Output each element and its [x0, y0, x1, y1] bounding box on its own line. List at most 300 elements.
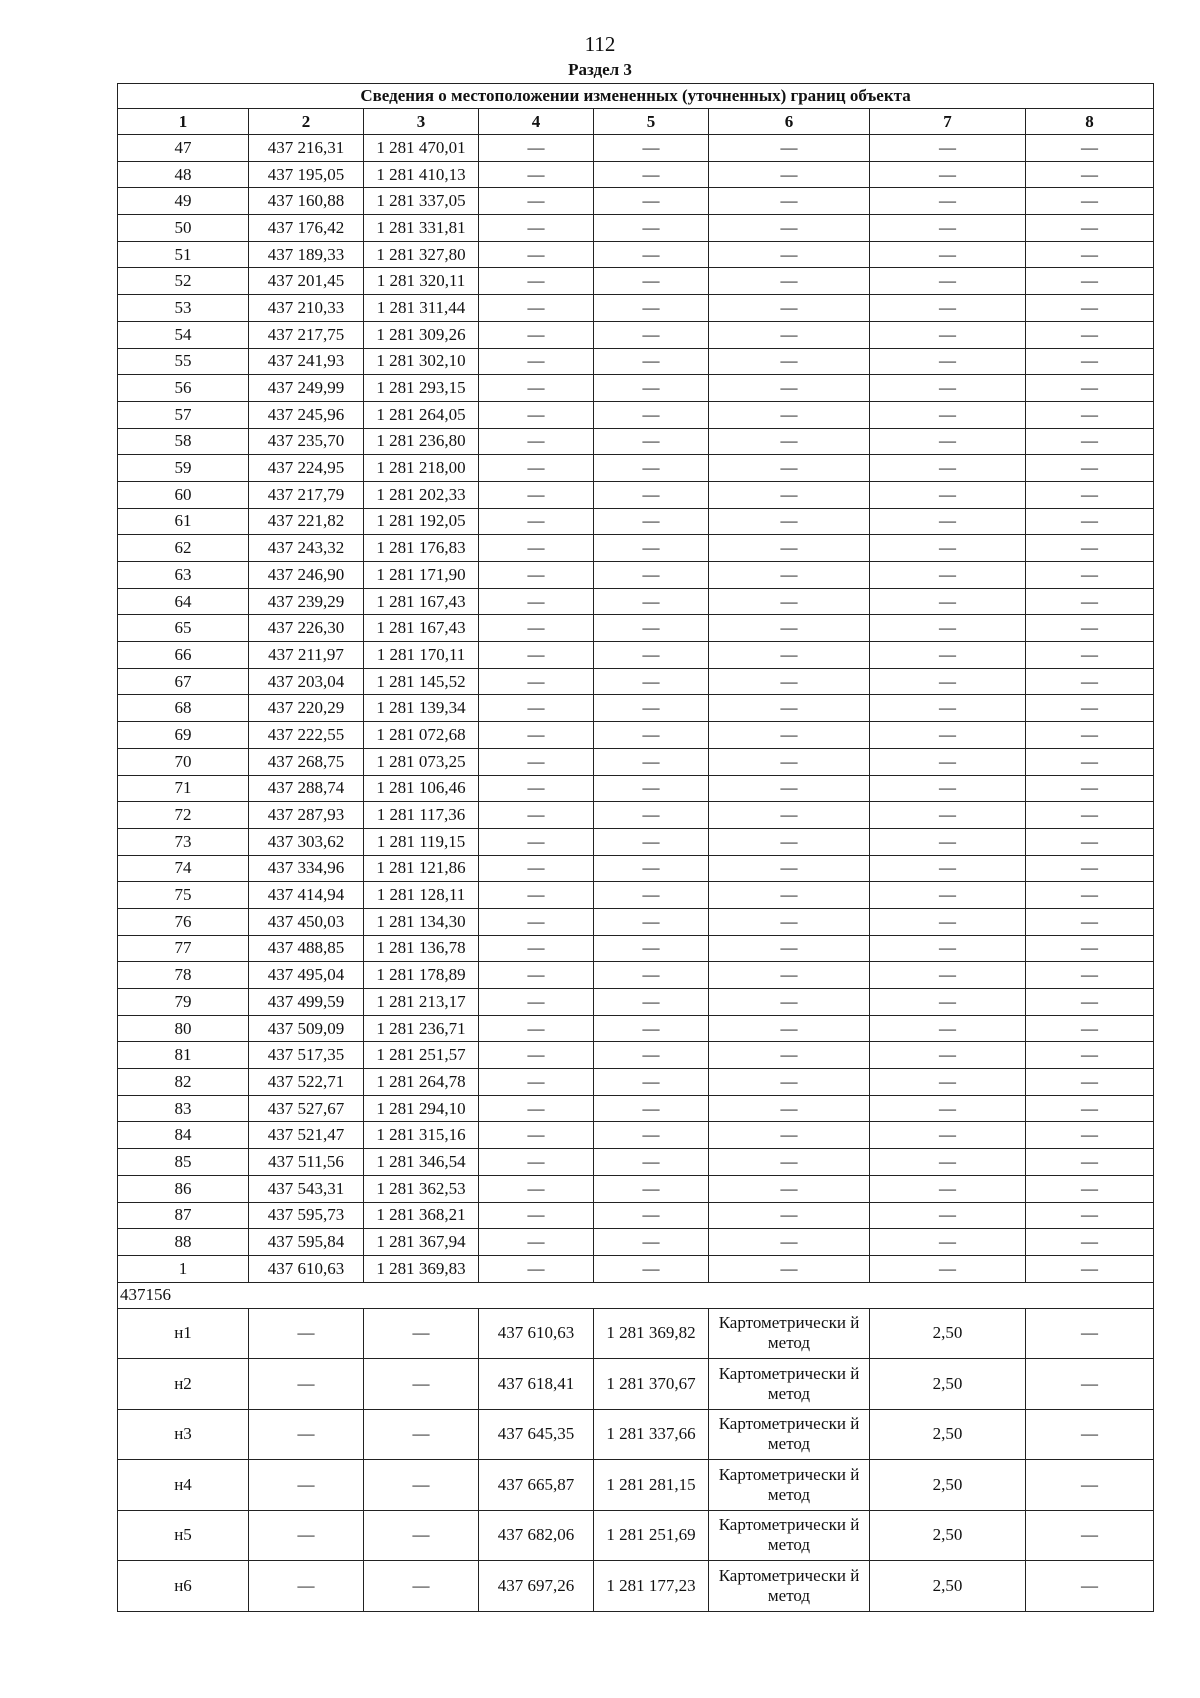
empty-dash: — — [709, 455, 870, 482]
empty-dash: — — [709, 668, 870, 695]
empty-dash: — — [594, 1095, 709, 1122]
table-row — [118, 215, 1154, 242]
empty-dash: — — [709, 321, 870, 348]
empty-dash: — — [709, 1175, 870, 1202]
empty-dash: — — [709, 588, 870, 615]
empty-dash: — — [479, 535, 594, 562]
empty-dash: — — [1026, 855, 1154, 882]
empty-dash: — — [594, 295, 709, 322]
table-row — [118, 1359, 1154, 1410]
boundary-coordinates-table — [117, 83, 1154, 1612]
table-row — [118, 135, 1154, 162]
coordinate-x-existing: 437 210,33 — [249, 295, 364, 322]
empty-dash: — — [479, 1202, 594, 1229]
empty-dash: — — [1026, 1095, 1154, 1122]
empty-dash: — — [870, 668, 1026, 695]
empty-dash: — — [709, 1122, 870, 1149]
column-header: 5 — [594, 109, 709, 135]
empty-dash: — — [364, 1359, 479, 1410]
coordinate-y-existing: 1 281 293,15 — [364, 375, 479, 402]
empty-dash: — — [1026, 615, 1154, 642]
coordinate-x-existing: 437 226,30 — [249, 615, 364, 642]
coordinate-y-existing: 1 281 309,26 — [364, 321, 479, 348]
coordinate-x-existing: 437 220,29 — [249, 695, 364, 722]
empty-dash: — — [479, 802, 594, 829]
empty-dash: — — [709, 908, 870, 935]
coordinate-x-existing: 437 521,47 — [249, 1122, 364, 1149]
empty-dash: — — [479, 428, 594, 455]
empty-dash: — — [870, 882, 1026, 909]
column-header: 4 — [479, 109, 594, 135]
empty-dash: — — [249, 1510, 364, 1561]
coordinate-y-existing: 1 281 251,57 — [364, 1042, 479, 1069]
empty-dash: — — [870, 989, 1026, 1016]
coordinate-y-existing: 1 281 136,78 — [364, 935, 479, 962]
empty-dash: — — [1026, 802, 1154, 829]
empty-dash: — — [479, 268, 594, 295]
empty-dash: — — [479, 775, 594, 802]
empty-dash: — — [870, 1095, 1026, 1122]
empty-dash: — — [870, 828, 1026, 855]
empty-dash: — — [870, 428, 1026, 455]
table-row — [118, 1149, 1154, 1176]
coordinate-x-existing: 437 217,75 — [249, 321, 364, 348]
empty-dash: — — [870, 241, 1026, 268]
point-number: 83 — [118, 1095, 249, 1122]
coordinate-x-existing: 437 499,59 — [249, 989, 364, 1016]
coordinate-y-existing: 1 281 236,71 — [364, 1015, 479, 1042]
empty-dash: — — [594, 241, 709, 268]
point-number: 86 — [118, 1175, 249, 1202]
coordinate-x-existing: 437 211,97 — [249, 642, 364, 669]
empty-dash: — — [709, 268, 870, 295]
empty-dash: — — [594, 481, 709, 508]
coordinate-y-new: 1 281 370,67 — [594, 1359, 709, 1410]
empty-dash: — — [870, 268, 1026, 295]
empty-dash: — — [709, 1095, 870, 1122]
empty-dash: — — [1026, 722, 1154, 749]
coordinate-x-existing: 437 288,74 — [249, 775, 364, 802]
empty-dash: — — [709, 375, 870, 402]
empty-dash: — — [479, 1255, 594, 1282]
empty-dash: — — [594, 1015, 709, 1042]
empty-dash: — — [1026, 481, 1154, 508]
empty-dash: — — [249, 1359, 364, 1410]
table-row — [118, 1460, 1154, 1511]
determination-method: Картометрически й метод — [709, 1510, 870, 1561]
coordinate-x-existing: 437 334,96 — [249, 855, 364, 882]
empty-dash: — — [870, 1069, 1026, 1096]
point-number: 51 — [118, 241, 249, 268]
empty-dash: — — [479, 215, 594, 242]
determination-method: Картометрически й метод — [709, 1561, 870, 1612]
coordinate-y-existing: 1 281 311,44 — [364, 295, 479, 322]
point-number: 56 — [118, 375, 249, 402]
empty-dash: — — [1026, 401, 1154, 428]
determination-method: Картометрически й метод — [709, 1460, 870, 1511]
empty-dash: — — [709, 1149, 870, 1176]
table-row — [118, 428, 1154, 455]
point-number: 63 — [118, 562, 249, 589]
coordinate-y-existing: 1 281 213,17 — [364, 989, 479, 1016]
point-number: 85 — [118, 1149, 249, 1176]
table-row — [118, 775, 1154, 802]
coordinate-x-new: 437 665,87 — [479, 1460, 594, 1511]
coordinate-x-existing: 437 195,05 — [249, 161, 364, 188]
empty-dash: — — [709, 1015, 870, 1042]
coordinate-y-existing: 1 281 294,10 — [364, 1095, 479, 1122]
empty-dash: — — [709, 1069, 870, 1096]
coordinate-x-existing: 437 511,56 — [249, 1149, 364, 1176]
empty-dash: — — [1026, 1510, 1154, 1561]
table-row — [118, 562, 1154, 589]
empty-dash: — — [479, 748, 594, 775]
coordinate-y-existing: 1 281 106,46 — [364, 775, 479, 802]
empty-dash: — — [709, 855, 870, 882]
empty-dash: — — [709, 562, 870, 589]
determination-method: Картометрически й метод — [709, 1308, 870, 1359]
point-number: 60 — [118, 481, 249, 508]
point-number: 50 — [118, 215, 249, 242]
empty-dash: — — [594, 615, 709, 642]
empty-dash: — — [1026, 135, 1154, 162]
coordinate-y-existing: 1 281 470,01 — [364, 135, 479, 162]
empty-dash: — — [479, 989, 594, 1016]
empty-dash: — — [479, 401, 594, 428]
empty-dash: — — [249, 1409, 364, 1460]
coordinate-y-existing: 1 281 167,43 — [364, 615, 479, 642]
empty-dash: — — [709, 508, 870, 535]
coordinate-x-existing: 437 595,84 — [249, 1229, 364, 1256]
coordinate-y-new: 1 281 281,15 — [594, 1460, 709, 1511]
point-number: 70 — [118, 748, 249, 775]
empty-dash: — — [1026, 1359, 1154, 1410]
empty-dash: — — [870, 962, 1026, 989]
column-header: 8 — [1026, 109, 1154, 135]
accuracy-value: 2,50 — [870, 1409, 1026, 1460]
table-row — [118, 695, 1154, 722]
point-number: 67 — [118, 668, 249, 695]
coordinate-y-existing: 1 281 073,25 — [364, 748, 479, 775]
empty-dash: — — [709, 1229, 870, 1256]
coordinate-y-new: 1 281 177,23 — [594, 1561, 709, 1612]
empty-dash: — — [479, 1069, 594, 1096]
table-row — [118, 508, 1154, 535]
empty-dash: — — [1026, 455, 1154, 482]
point-number: 80 — [118, 1015, 249, 1042]
coordinate-x-new: 437 645,35 — [479, 1409, 594, 1460]
table-row — [118, 535, 1154, 562]
empty-dash: — — [594, 562, 709, 589]
column-header: 3 — [364, 109, 479, 135]
coordinate-x-existing: 437 176,42 — [249, 215, 364, 242]
empty-dash: — — [479, 615, 594, 642]
coordinate-y-new: 1 281 337,66 — [594, 1409, 709, 1460]
table-row — [118, 1229, 1154, 1256]
empty-dash: — — [1026, 321, 1154, 348]
empty-dash: — — [594, 455, 709, 482]
coordinate-x-existing: 437 239,29 — [249, 588, 364, 615]
coordinate-y-existing: 1 281 320,11 — [364, 268, 479, 295]
page-number: 112 — [584, 32, 616, 56]
empty-dash: — — [479, 722, 594, 749]
empty-dash: — — [594, 135, 709, 162]
empty-dash: — — [1026, 1042, 1154, 1069]
empty-dash: — — [1026, 215, 1154, 242]
empty-dash: — — [709, 188, 870, 215]
empty-dash: — — [709, 1255, 870, 1282]
empty-dash: — — [1026, 375, 1154, 402]
empty-dash: — — [709, 535, 870, 562]
coordinate-y-existing: 1 281 192,05 — [364, 508, 479, 535]
empty-dash: — — [870, 562, 1026, 589]
empty-dash: — — [1026, 1069, 1154, 1096]
coordinate-y-existing: 1 281 145,52 — [364, 668, 479, 695]
point-number: 79 — [118, 989, 249, 1016]
coordinate-y-existing: 1 281 367,94 — [364, 1229, 479, 1256]
point-number: 77 — [118, 935, 249, 962]
table-row — [118, 989, 1154, 1016]
coordinate-y-existing: 1 281 264,05 — [364, 401, 479, 428]
accuracy-value: 2,50 — [870, 1460, 1026, 1511]
coordinate-x-existing: 437 245,96 — [249, 401, 364, 428]
empty-dash: — — [870, 775, 1026, 802]
accuracy-value: 2,50 — [870, 1561, 1026, 1612]
coordinate-y-existing: 1 281 171,90 — [364, 562, 479, 589]
table-row — [118, 348, 1154, 375]
empty-dash: — — [1026, 935, 1154, 962]
empty-dash: — — [870, 1015, 1026, 1042]
empty-dash: — — [870, 855, 1026, 882]
table-row — [118, 828, 1154, 855]
empty-dash: — — [709, 295, 870, 322]
point-number: 61 — [118, 508, 249, 535]
coordinate-y-new: 1 281 369,82 — [594, 1308, 709, 1359]
determination-method: Картометрически й метод — [709, 1359, 870, 1410]
empty-dash: — — [1026, 642, 1154, 669]
table-row — [118, 1202, 1154, 1229]
empty-dash: — — [709, 935, 870, 962]
empty-dash: — — [709, 241, 870, 268]
empty-dash: — — [870, 508, 1026, 535]
empty-dash: — — [249, 1460, 364, 1511]
separator-row — [118, 1282, 1154, 1308]
empty-dash: — — [870, 935, 1026, 962]
empty-dash: — — [870, 188, 1026, 215]
section-title: Раздел 3 — [568, 60, 632, 79]
empty-dash: — — [870, 722, 1026, 749]
empty-dash: — — [479, 455, 594, 482]
coordinate-x-new: 437 618,41 — [479, 1359, 594, 1410]
point-number: 49 — [118, 188, 249, 215]
coordinate-y-existing: 1 281 218,00 — [364, 455, 479, 482]
empty-dash: — — [479, 668, 594, 695]
table-row — [118, 1561, 1154, 1612]
empty-dash: — — [1026, 1175, 1154, 1202]
empty-dash: — — [709, 1042, 870, 1069]
coordinate-x-existing: 437 246,90 — [249, 562, 364, 589]
empty-dash: — — [870, 1175, 1026, 1202]
empty-dash: — — [1026, 695, 1154, 722]
empty-dash: — — [870, 1149, 1026, 1176]
empty-dash: — — [1026, 668, 1154, 695]
coordinate-x-existing: 437 527,67 — [249, 1095, 364, 1122]
table-row — [118, 615, 1154, 642]
empty-dash: — — [1026, 908, 1154, 935]
table-row — [118, 188, 1154, 215]
empty-dash: — — [594, 882, 709, 909]
table-row — [118, 962, 1154, 989]
coordinate-y-existing: 1 281 327,80 — [364, 241, 479, 268]
empty-dash: — — [249, 1308, 364, 1359]
empty-dash: — — [709, 828, 870, 855]
empty-dash: — — [594, 1042, 709, 1069]
empty-dash: — — [709, 802, 870, 829]
empty-dash: — — [479, 588, 594, 615]
point-number: 74 — [118, 855, 249, 882]
empty-dash: — — [709, 989, 870, 1016]
empty-dash: — — [594, 695, 709, 722]
point-number: 76 — [118, 908, 249, 935]
empty-dash: — — [709, 615, 870, 642]
coordinate-x-existing: 437 243,32 — [249, 535, 364, 562]
coordinate-x-existing: 437 203,04 — [249, 668, 364, 695]
separator-label: 437156 — [118, 1282, 1154, 1308]
empty-dash: — — [1026, 989, 1154, 1016]
empty-dash: — — [594, 1202, 709, 1229]
point-number: 64 — [118, 588, 249, 615]
coordinate-x-existing: 437 160,88 — [249, 188, 364, 215]
coordinate-y-existing: 1 281 346,54 — [364, 1149, 479, 1176]
empty-dash: — — [479, 1042, 594, 1069]
point-number: 73 — [118, 828, 249, 855]
empty-dash: — — [1026, 1149, 1154, 1176]
determination-method: Картометрически й метод — [709, 1409, 870, 1460]
empty-dash: — — [1026, 508, 1154, 535]
coordinate-y-existing: 1 281 202,33 — [364, 481, 479, 508]
empty-dash: — — [870, 642, 1026, 669]
coordinate-x-existing: 437 249,99 — [249, 375, 364, 402]
coordinate-y-existing: 1 281 072,68 — [364, 722, 479, 749]
empty-dash: — — [709, 962, 870, 989]
empty-dash: — — [479, 962, 594, 989]
point-number: 69 — [118, 722, 249, 749]
table-caption: Сведения о местоположении измененных (уточненных) границ объекта — [118, 84, 1154, 109]
coordinate-y-existing: 1 281 337,05 — [364, 188, 479, 215]
empty-dash: — — [870, 161, 1026, 188]
table-row — [118, 481, 1154, 508]
coordinate-y-existing: 1 281 264,78 — [364, 1069, 479, 1096]
empty-dash: — — [479, 321, 594, 348]
point-number: 55 — [118, 348, 249, 375]
empty-dash: — — [709, 748, 870, 775]
point-number: 47 — [118, 135, 249, 162]
point-number: 48 — [118, 161, 249, 188]
empty-dash: — — [709, 775, 870, 802]
empty-dash: — — [1026, 882, 1154, 909]
empty-dash: — — [1026, 1122, 1154, 1149]
coordinate-x-existing: 437 287,93 — [249, 802, 364, 829]
empty-dash: — — [1026, 428, 1154, 455]
empty-dash: — — [594, 668, 709, 695]
empty-dash: — — [479, 135, 594, 162]
table-row — [118, 1175, 1154, 1202]
empty-dash: — — [709, 882, 870, 909]
table-row — [118, 882, 1154, 909]
coordinate-x-existing: 437 217,79 — [249, 481, 364, 508]
empty-dash: — — [479, 1122, 594, 1149]
empty-dash: — — [870, 695, 1026, 722]
empty-dash: — — [594, 188, 709, 215]
empty-dash: — — [709, 642, 870, 669]
coordinate-y-existing: 1 281 119,15 — [364, 828, 479, 855]
table-row — [118, 241, 1154, 268]
empty-dash: — — [594, 348, 709, 375]
accuracy-value: 2,50 — [870, 1510, 1026, 1561]
point-number: 66 — [118, 642, 249, 669]
empty-dash: — — [479, 935, 594, 962]
empty-dash: — — [1026, 295, 1154, 322]
coordinate-x-existing: 437 595,73 — [249, 1202, 364, 1229]
empty-dash: — — [709, 481, 870, 508]
empty-dash: — — [479, 348, 594, 375]
coordinate-y-existing: 1 281 178,89 — [364, 962, 479, 989]
empty-dash: — — [364, 1561, 479, 1612]
coordinate-y-existing: 1 281 121,86 — [364, 855, 479, 882]
table-row — [118, 1308, 1154, 1359]
empty-dash: — — [594, 268, 709, 295]
point-number: 1 — [118, 1255, 249, 1282]
empty-dash: — — [479, 562, 594, 589]
empty-dash: — — [594, 508, 709, 535]
coordinate-y-existing: 1 281 134,30 — [364, 908, 479, 935]
table-row — [118, 1510, 1154, 1561]
table-row — [118, 455, 1154, 482]
empty-dash: — — [594, 1069, 709, 1096]
empty-dash: — — [870, 1042, 1026, 1069]
empty-dash: — — [1026, 535, 1154, 562]
empty-dash: — — [870, 135, 1026, 162]
empty-dash: — — [479, 295, 594, 322]
coordinate-x-existing: 437 221,82 — [249, 508, 364, 535]
table-row — [118, 722, 1154, 749]
empty-dash: — — [1026, 748, 1154, 775]
table-row — [118, 1042, 1154, 1069]
empty-dash: — — [594, 428, 709, 455]
empty-dash: — — [1026, 241, 1154, 268]
point-number: 81 — [118, 1042, 249, 1069]
empty-dash: — — [594, 1255, 709, 1282]
coordinate-x-existing: 437 509,09 — [249, 1015, 364, 1042]
empty-dash: — — [479, 882, 594, 909]
table-row — [118, 588, 1154, 615]
empty-dash: — — [1026, 1409, 1154, 1460]
empty-dash: — — [479, 642, 594, 669]
coordinate-y-existing: 1 281 302,10 — [364, 348, 479, 375]
table-row — [118, 268, 1154, 295]
empty-dash: — — [479, 161, 594, 188]
coordinate-x-new: 437 697,26 — [479, 1561, 594, 1612]
empty-dash: — — [479, 1175, 594, 1202]
empty-dash: — — [594, 1149, 709, 1176]
point-number: 58 — [118, 428, 249, 455]
coordinate-y-existing: 1 281 128,11 — [364, 882, 479, 909]
column-header: 6 — [709, 109, 870, 135]
point-number: н1 — [118, 1308, 249, 1359]
empty-dash: — — [1026, 1202, 1154, 1229]
empty-dash: — — [594, 722, 709, 749]
coordinate-x-existing: 437 543,31 — [249, 1175, 364, 1202]
